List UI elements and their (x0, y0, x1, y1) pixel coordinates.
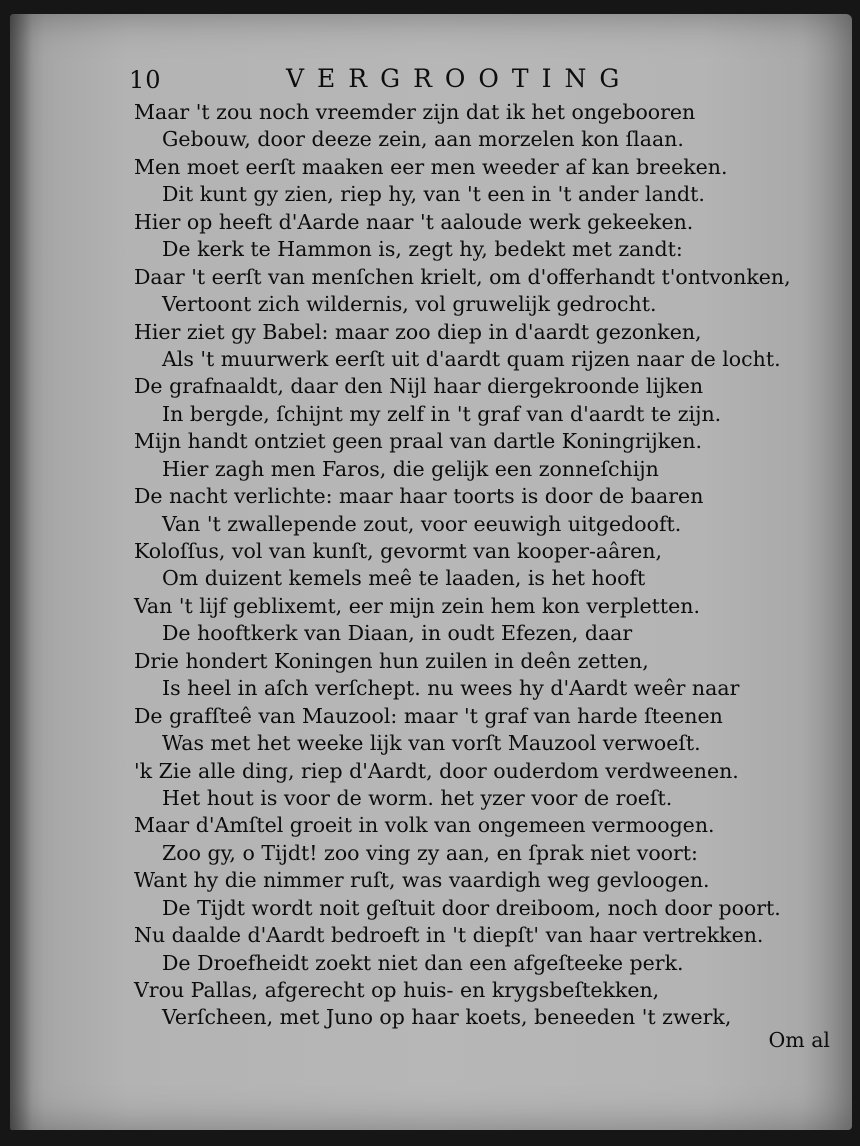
verse-line: De nacht verlichte: maar haar toorts is door de baaren (134, 484, 704, 509)
verse-line: Drie hondert Koningen hun zuilen in deên zetten, (134, 648, 649, 673)
verse-line: Daar 't eerſt van menſchen krielt, om d'offerhandt t'ontvonken, (134, 264, 791, 289)
verse-line: Van 't zwallepende zout, voor eeuwigh uitgedooft. (162, 511, 682, 536)
verse-line: De grafſteê van Mauzool: maar 't graf van harde ſteenen (134, 703, 723, 728)
verse-line: Maar d'Amſtel groeit in volk van ongemeen vermoogen. (134, 813, 715, 838)
verse-line: Was met het weeke lijk van vorſt Mauzool verwoeſt. (162, 731, 701, 756)
verse-line: Mijn handt ontziet geen praal van dartle Koningrijken. (134, 429, 702, 454)
verse-line: Als 't muurwerk eerſt uit d'aardt quam rijzen naar de locht. (162, 346, 781, 371)
page-text-block (10, 14, 852, 1130)
verse-line: Vertoont zich wildernis, vol gruwelijk gedrocht. (162, 292, 657, 317)
verse-line: Verſcheen, met Juno op haar koets, beneeden 't zwerk, (162, 1005, 732, 1030)
verse-line: Zoo gy, o Tijdt! zoo ving zy aan, en ſprak niet voort: (162, 840, 698, 865)
verse-line: Koloſſus, vol van kunſt, gevormt van kooper-aâren, (134, 539, 663, 563)
verse-line: Hier op heeft d'Aarde naar 't aaloude werk gekeeken. (134, 209, 694, 234)
verse-line: De Tijdt wordt noit geſtuit door dreiboom, noch door poort. (162, 895, 781, 920)
verse-line: De hooftkerk van Diaan, in oudt Efezen, daar (162, 621, 633, 646)
verse-line: In bergde, ſchijnt my zelf in 't graf van d'aardt te zijn. (162, 401, 722, 426)
verse-line: De grafnaaldt, daar den Nijl haar diergekroonde lijken (134, 374, 704, 399)
verse-line: Hier ziet gy Babel: maar zoo diep in d'aardt gezonken, (134, 319, 702, 344)
verse-line: 'k Zie alle ding, riep d'Aardt, door ouderdom verdweenen. (134, 758, 739, 783)
catchword: Om al (768, 1028, 830, 1052)
verse-line: Vrou Pallas, afgerecht op huis- en krygsbeſtekken, (134, 978, 660, 1002)
verse-line: Nu daalde d'Aardt bedroeft in 't diepſt' van haar vertrekken. (134, 923, 764, 948)
verse-line: De Droefheidt zoekt niet dan een afgeſteeke perk. (162, 950, 684, 975)
verse-line: Want hy die nimmer ruſt, was vaardigh weg gevloogen. (134, 868, 710, 893)
running-title: VERGROOTING (286, 64, 633, 93)
verse-lines (134, 99, 834, 1032)
verse-line: Dit kunt gy zien, riep hy, van 't een in 't ander landt. (162, 182, 705, 207)
verse-line: Het hout is voor de worm. het yzer voor de roeſt. (162, 785, 673, 810)
verse-line: Maar 't zou noch vreemder zijn dat ik het ongebooren (134, 100, 696, 124)
verse-line: Hier zagh men Faros, die gelijk een zonneſchijn (162, 456, 659, 481)
book-page (10, 14, 852, 1130)
verse-line: Om duizent kemels meê te laaden, is het hooft (162, 566, 646, 591)
verse-line: Men moet eerſt maaken eer men weeder af kan breeken. (134, 154, 728, 179)
verse-line: De kerk te Hammon is, zegt hy, bedekt met zandt: (162, 237, 683, 262)
verse-line: Is heel in aſch verſchept. nu wees hy d'Aardt weêr naar (162, 676, 740, 701)
verse-line: Gebouw, door deeze zein, aan morzelen kon ſlaan. (162, 127, 684, 152)
page-number: 10 (129, 66, 162, 94)
verse-line: Van 't lijf geblixemt, eer mijn zein hem kon verpletten. (134, 593, 701, 618)
